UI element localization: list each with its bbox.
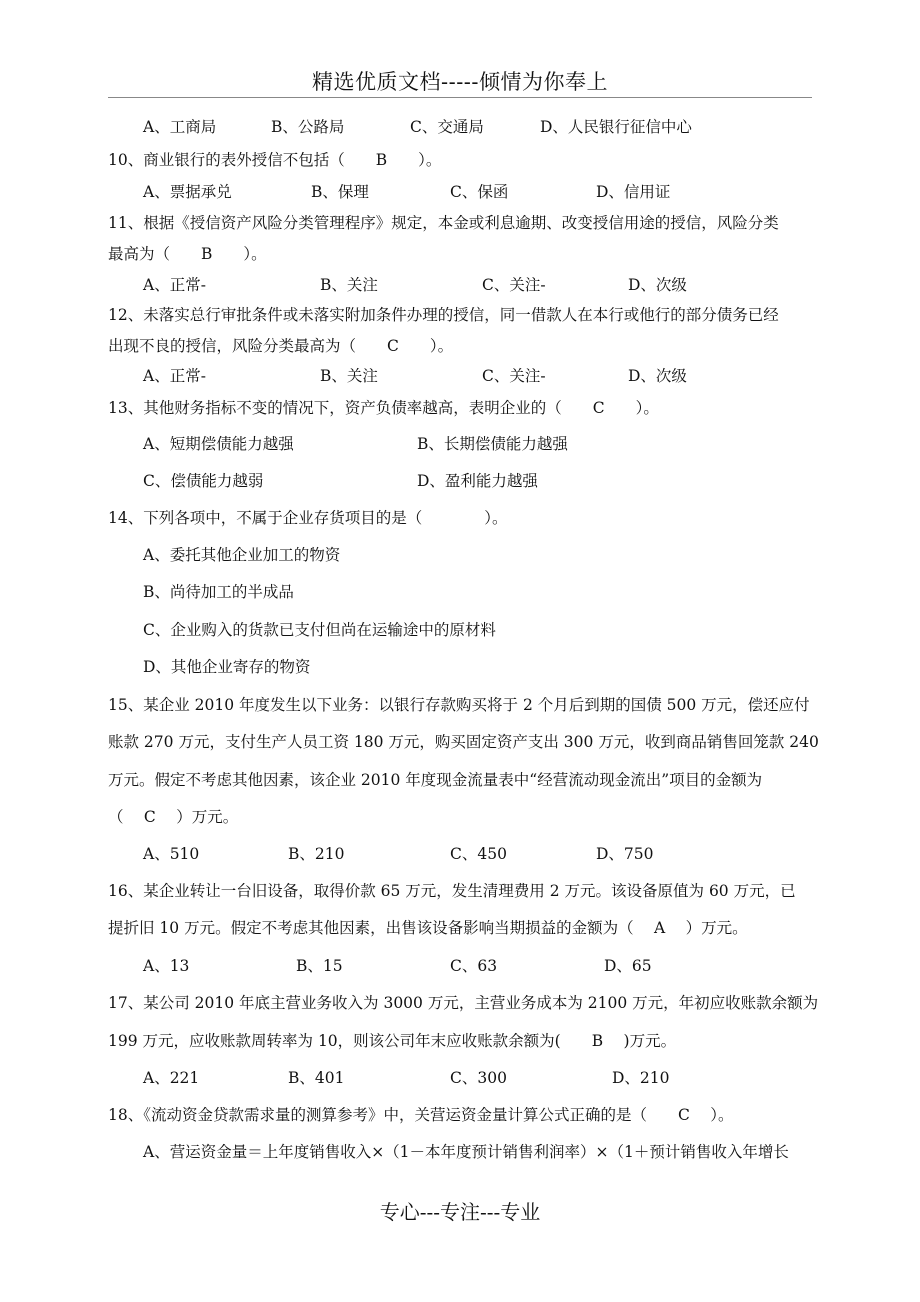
q13-option-c: C、偿债能力越弱	[143, 472, 264, 490]
q13-option-d: D、盈利能力越强	[417, 472, 538, 490]
q13-option-b: B、长期偿债能力越强	[417, 435, 568, 453]
q14-stem: 14、下列各项中，不属于企业存货项目的是（ ）。	[108, 509, 508, 527]
q11-option-d: D、次级	[628, 276, 687, 294]
q14-option-d: D、其他企业寄存的物资	[143, 658, 311, 676]
q14-option-a: A、委托其他企业加工的物资	[143, 546, 341, 564]
q15-stem-line3: 万元。假定不考虑其他因素，该企业 2010 年度现金流量表中“经营流动现金流出”项目的金额为	[108, 771, 763, 789]
q11-stem-line2: 最高为（ B ）。	[108, 245, 267, 263]
page-footer-text: 专心---专注---专业	[379, 1200, 541, 1224]
q17-option-c: C、300	[450, 1069, 507, 1087]
q17-option-d: D、210	[612, 1069, 670, 1087]
q10-option-d: D、信用证	[596, 183, 671, 201]
q16-stem-line2: 提折旧 10 万元。假定不考虑其他因素，出售该设备影响当期损益的金额为（ A ）万元。	[108, 919, 748, 937]
q11-option-c: C、关注-	[482, 276, 546, 294]
q9-option-b: B、公路局	[271, 118, 345, 136]
q15-stem-line1: 15、某企业 2010 年度发生以下业务：以银行存款购买将于 2 个月后到期的国债 500 万元，偿还应付	[108, 696, 810, 714]
q17-stem-line1: 17、某公司 2010 年底主营业务收入为 3000 万元，主营业务成本为 2100 万元，年初应收账款余额为	[108, 994, 819, 1012]
q15-option-b: B、210	[288, 845, 345, 863]
q16-option-a: A、13	[143, 957, 190, 975]
q10-option-c: C、保函	[450, 183, 509, 201]
q13-stem: 13、其他财务指标不变的情况下，资产负债率越高，表明企业的（ C ）。	[108, 399, 659, 417]
q9-option-d: D、人民银行征信中心	[540, 118, 692, 136]
q13-option-a: A、短期偿债能力越强	[143, 435, 294, 453]
q12-option-d: D、次级	[628, 367, 687, 385]
q17-option-a: A、221	[143, 1069, 200, 1087]
q18-stem: 18、《流动资金贷款需求量的测算参考》中，关营运资金量计算公式正确的是（ C ）。	[108, 1106, 734, 1124]
q17-option-b: B、401	[288, 1069, 345, 1087]
q9-option-a: A、工商局	[143, 118, 217, 136]
q16-option-d: D、65	[604, 957, 652, 975]
q10-stem: 10、商业银行的表外授信不包括（ B ）。	[108, 151, 442, 169]
q16-option-c: C、63	[450, 957, 498, 975]
q10-option-b: B、保理	[311, 183, 369, 201]
q11-stem-line1: 11、根据《授信资产风险分类管理程序》规定，本金或利息逾期、改变授信用途的授信，风险分类	[108, 214, 779, 232]
q17-stem-line2: 199 万元，应收账款周转率为 10，则该公司年末应收账款余额为( B )万元。	[108, 1032, 677, 1050]
q15-option-d: D、750	[596, 845, 654, 863]
q16-option-b: B、15	[296, 957, 343, 975]
q14-option-b: B、尚待加工的半成品	[143, 583, 294, 601]
q9-option-c: C、交通局	[410, 118, 484, 136]
q15-option-c: C、450	[450, 845, 507, 863]
q11-option-b: B、关注	[320, 276, 378, 294]
q12-stem-line2: 出现不良的授信，风险分类最高为（ C ）。	[108, 337, 454, 355]
q16-stem-line1: 16、某企业转让一台旧设备，取得价款 65 万元，发生清理费用 2 万元。该设备原值为 60 万元，已	[108, 882, 796, 900]
header-divider	[108, 97, 812, 98]
q12-option-a: A、正常-	[143, 367, 206, 385]
q12-stem-line1: 12、未落实总行审批条件或未落实附加条件办理的授信，同一借款人在本行或他行的部分债务已经	[108, 306, 779, 324]
q11-option-a: A、正常-	[143, 276, 206, 294]
q15-stem-line4: （ C ）万元。	[108, 808, 239, 826]
q15-stem-line2: 账款 270 万元，支付生产人员工资 180 万元，购买固定资产支出 300 万元，收到商品销售回笼款 240	[108, 733, 819, 751]
page-header-title: 精选优质文档-----倾情为你奉上	[312, 70, 608, 94]
q12-option-b: B、关注	[320, 367, 378, 385]
q14-option-c: C、企业购入的货款已支付但尚在运输途中的原材料	[143, 621, 496, 639]
q12-option-c: C、关注-	[482, 367, 546, 385]
q10-option-a: A、票据承兑	[143, 183, 232, 201]
q18-option-a: A、营运资金量＝上年度销售收入×（1－本年度预计销售利润率）×（1＋预计销售收入年增长	[143, 1143, 789, 1161]
q15-option-a: A、510	[143, 845, 200, 863]
